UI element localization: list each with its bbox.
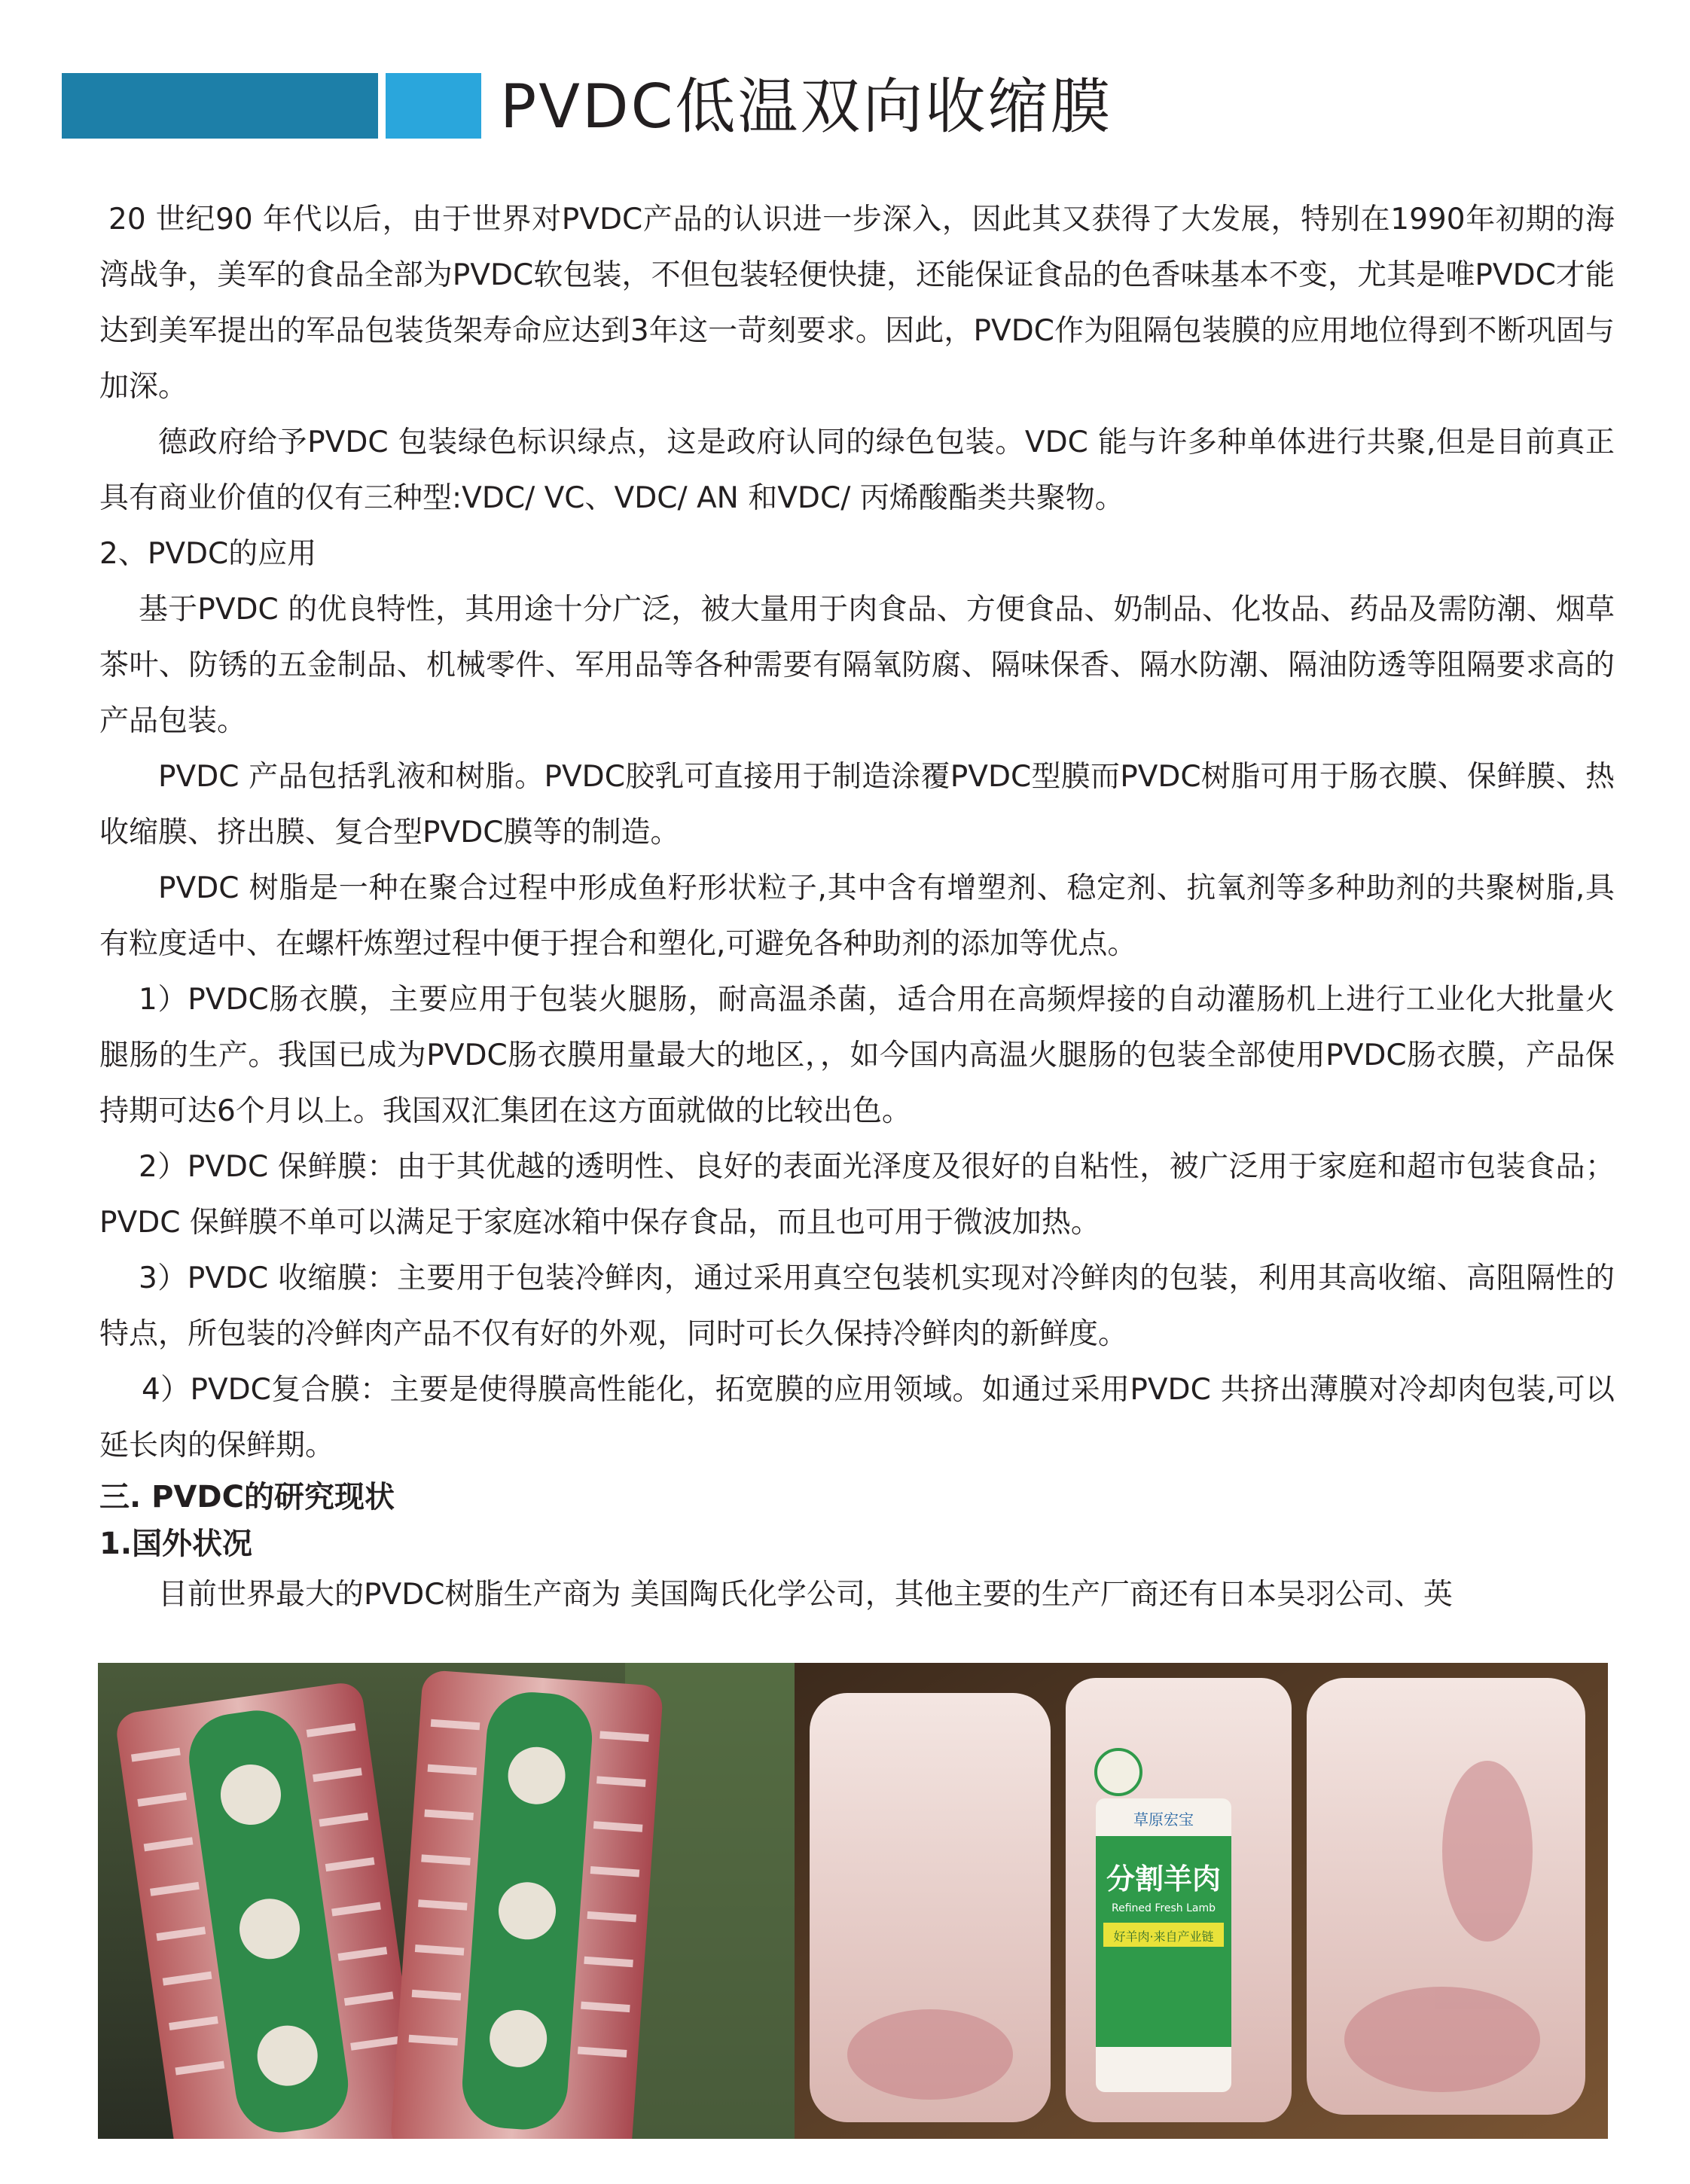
header-accent-bar-dark: [62, 73, 378, 139]
paragraph-foreign-status: 目前世界最大的PVDC树脂生产商为 美国陶氏化学公司，其他主要的生产厂商还有日本吴羽公司、英: [158, 1578, 1453, 1612]
page-header: [0, 0, 1690, 173]
lamb-label-english: Refined Fresh Lamb: [1112, 1902, 1216, 1914]
photo-packed-ribs: [98, 1663, 813, 2139]
paragraph-shrink-film: 3）PVDC 收缩膜：主要用于包装冷鲜肉，通过采用真空包装机实现对冷鲜肉的包装，利用其高收缩、高阻隔性的特点，所包装的冷鲜肉产品不仅有好的外观，同时可长久保持冷鲜肉的新鲜度。: [99, 1261, 1615, 1351]
packed-lamb-illustration: [795, 1663, 1608, 2139]
paragraph-cling-film: 2）PVDC 保鲜膜：由于其优越的透明性、良好的表面光泽度及很好的自粘性，被广泛用于家庭和超市包装食品；PVDC 保鲜膜不单可以满足于家庭冰箱中保存食品，而且也可用于微波加热。: [99, 1150, 1615, 1240]
paragraph-products: PVDC 产品包括乳液和树脂。PVDC胶乳可直接用于制造涂覆PVDC型膜而PVDC树脂可用于肠衣膜、保鲜膜、热收缩膜、挤出膜、复合型PVDC膜等的制造。: [99, 760, 1615, 850]
page-title: PVDC低温双向收缩膜: [500, 72, 1113, 142]
heading-applications: 2、PVDC的应用: [99, 537, 317, 571]
section-subheading: 1.国外状况: [99, 1527, 253, 1561]
paragraph-uses: 基于PVDC 的优良特性，其用途十分广泛，被大量用于肉食品、方便食品、奶制品、化妆品、药品及需防潮、烟草茶叶、防锈的五金制品、机械零件、军用品等各种需要有隔氧防腐、隔味保香、隔水防潮、隔油防透等阻隔要求高的产品包装。: [99, 593, 1615, 738]
paragraph-history: 20 世纪90 年代以后，由于世界对PVDC产品的认识进一步深入，因此其又获得了大发展，特别在1990年初期的海湾战争，美军的食品全部为PVDC软包装，不但包装轻便快捷，还能保证食品的色香味基本不变，尤其是唯PVDC才能达到美军提出的军品包装货架寿命应达到3年这一苛刻要求。因此，PVDC作为阻隔包装膜的应用地位得到不断巩固与加深。: [99, 203, 1615, 404]
header-accent-bar-light: [386, 73, 481, 139]
lamb-label-slogan: 好羊肉·来自产业链: [1113, 1929, 1214, 1944]
section-heading: 三. PVDC的研究现状: [99, 1480, 395, 1514]
paragraph-composite-film: 4）PVDC复合膜：主要是使得膜高性能化，拓宽膜的应用领域。如通过采用PVDC 共挤出薄膜对冷却肉包装,可以延长肉的保鲜期。: [99, 1373, 1615, 1463]
packed-ribs-illustration: [98, 1663, 813, 2139]
paragraph-casing-film: 1）PVDC肠衣膜，主要应用于包装火腿肠，耐高温杀菌，适合用在高频焊接的自动灌肠机上进行工业化大批量火腿肠的生产。我国已成为PVDC肠衣膜用量最大的地区，，如今国内高温火腿肠的包装全部使用PVDC肠衣膜，产品保持期可达6个月以上。我国双汇集团在这方面就做的比较出色。: [99, 983, 1615, 1128]
lamb-label-product: 分割羊肉: [1106, 1862, 1222, 1896]
article-body: [99, 192, 1615, 1623]
lamb-label-brand: 草原宏宝: [1133, 1810, 1194, 1829]
paragraph-germany: 德政府给予PVDC 包装绿色标识绿点，这是政府认同的绿色包装。VDC 能与许多种单体进行共聚,但是目前真正具有商业价值的仅有三种型:VDC/ VC、VDC/ AN 和VDC/ 丙烯酸酯类共聚物。: [99, 426, 1615, 515]
paragraph-resin: PVDC 树脂是一种在聚合过程中形成鱼籽形状粒子,其中含有增塑剂、稳定剂、抗氧剂等多种助剂的共聚树脂,具有粒度适中、在螺杆炼塑过程中便于捏合和塑化,可避免各种助剂的添加等优点。: [99, 871, 1615, 961]
photo-packed-lamb: [795, 1663, 1608, 2139]
